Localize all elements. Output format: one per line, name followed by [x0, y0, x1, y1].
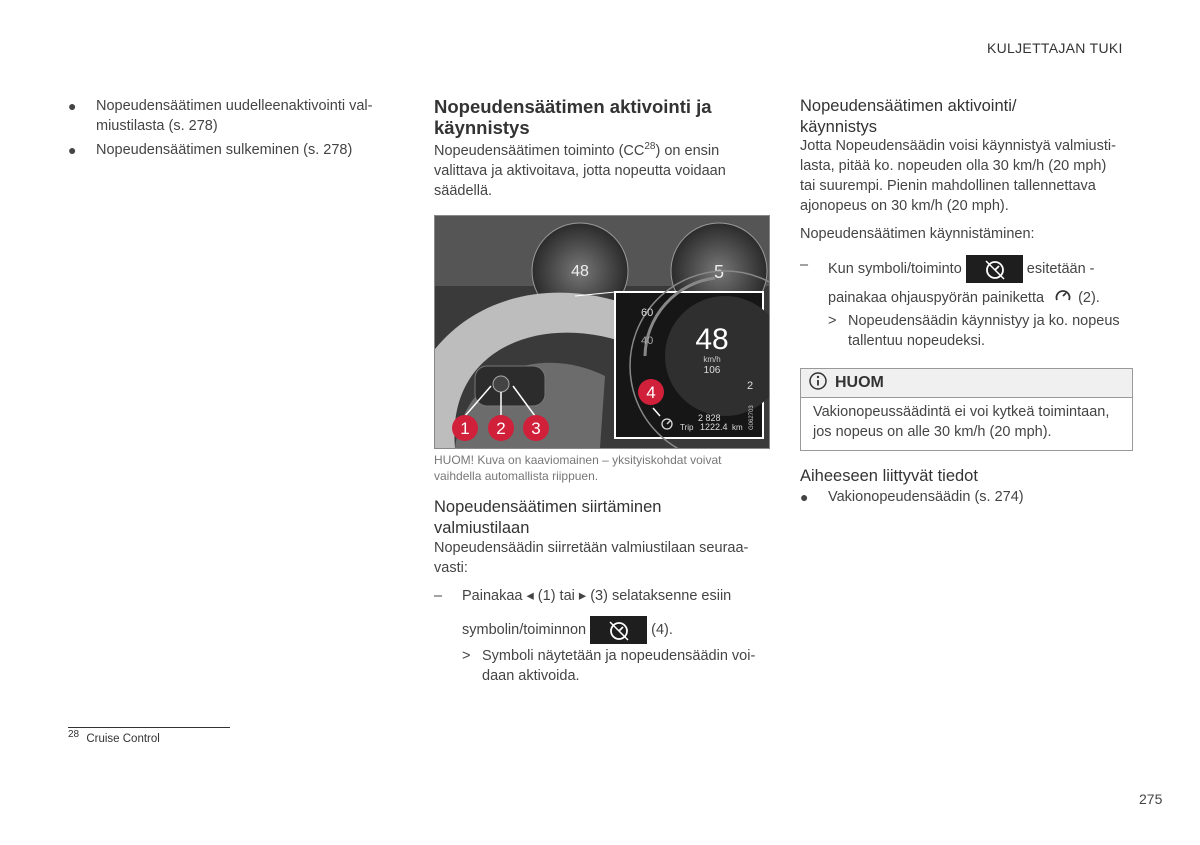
zoom-speed-value: 48	[695, 323, 729, 356]
odometer: 2 828	[698, 413, 721, 423]
list-item	[68, 140, 388, 160]
step-text: painakaa ohjauspyörän painiketta	[828, 290, 1045, 306]
note-body	[801, 398, 1132, 446]
heading-line: valmiustilaan	[434, 519, 530, 537]
trip-label: Trip	[680, 423, 694, 432]
paragraph-line: Jotta Nopeudensäädin voisi käynnistyä valmiusti-	[800, 138, 1116, 154]
subsection-heading	[434, 497, 661, 539]
footnote-text: Cruise Control	[86, 733, 160, 745]
speed-unit: km/h	[703, 355, 721, 364]
dash-marker: –	[434, 588, 443, 604]
result-marker: >	[828, 313, 837, 329]
activation-paragraph	[800, 136, 1135, 216]
intro-text: ) on ensin	[655, 143, 720, 159]
standby-paragraph	[434, 538, 764, 578]
note-box	[800, 368, 1133, 451]
callout-3: 3	[531, 419, 541, 438]
bullet-icon: ●	[68, 142, 77, 158]
figure-code: G062703	[749, 405, 755, 430]
note-line: jos nopeus on alle 30 km/h (20 mph).	[813, 424, 1052, 440]
list-item	[800, 487, 1024, 507]
step-text: Kun symboli/toiminto	[828, 261, 962, 277]
paragraph-line: tai suurempi. Pienin mahdollinen tallennettava	[800, 178, 1096, 194]
section-heading	[800, 96, 1016, 138]
cruise-control-symbol-icon	[590, 616, 647, 644]
intro-text: säädellä.	[434, 183, 493, 199]
result-marker: >	[462, 648, 471, 664]
running-header: KULJETTAJAN TUKI	[987, 40, 1123, 56]
result-text: Nopeudensäädin käynnistyy ja ko. nopeus	[848, 313, 1120, 329]
bullet-text[interactable]: miustilasta (s. 278)	[96, 118, 218, 134]
caption-line: HUOM! Kuva on kaaviomainen – yksityiskohdat voivat	[434, 453, 722, 467]
footnote-number: 28	[68, 729, 80, 741]
callout-1: 1	[460, 419, 470, 438]
heading-line: Nopeudensäätimen aktivointi ja	[434, 96, 712, 117]
page-number: 275	[1139, 791, 1163, 807]
caption-line: vaihdella automallista riippuen.	[434, 469, 599, 483]
standby-step	[434, 586, 774, 686]
svg-text:2: 2	[747, 380, 754, 392]
note-title: HUOM	[835, 374, 884, 391]
paragraph-line: ajonopeus on 30 km/h (20 mph).	[800, 198, 1009, 214]
intro-paragraph	[434, 141, 764, 201]
bullet-icon: ●	[800, 489, 809, 505]
footnote-ref: 28	[644, 141, 656, 153]
gear-indicator: 5	[713, 262, 725, 282]
intro-text: valittava ja aktivoitava, jotta nopeutta voidaan	[434, 163, 726, 179]
col1-bullets	[68, 96, 388, 160]
dashboard-illustration	[434, 215, 770, 449]
steering-button-icon	[1054, 287, 1072, 309]
list-item	[68, 96, 388, 136]
figure-caption	[434, 452, 721, 484]
result-text: Symboli näytetään ja nopeudensäädin voi-	[482, 648, 756, 664]
heading-line: Nopeudensäätimen siirtäminen	[434, 498, 662, 516]
step-text: symbolin/toiminnon	[462, 622, 587, 638]
dash-marker: –	[800, 257, 809, 273]
scale-60: 60	[641, 307, 654, 319]
bg-speed-value: 48	[571, 263, 589, 280]
related-link[interactable]: Vakionopeudensäädin (s. 274)	[828, 489, 1024, 505]
dashboard-svg	[435, 216, 769, 448]
sub-value: 106	[703, 365, 721, 376]
note-line: Vakionopeussäädintä ei voi kytkeä toimintaan,	[813, 404, 1110, 420]
footnote-divider	[68, 727, 230, 728]
bullet-text: Nopeudensäätimen uudelleenaktivointi val-	[96, 98, 373, 114]
heading-line: Nopeudensäätimen aktivointi/	[800, 97, 1017, 115]
result-text: tallentuu nopeudeksi.	[848, 333, 986, 349]
cruise-control-symbol-icon	[966, 255, 1023, 283]
trip-value: 1222.4	[700, 422, 728, 432]
scale-40: 40	[641, 335, 654, 347]
start-step	[800, 255, 1140, 351]
section-heading	[434, 96, 712, 138]
callout-4: 4	[646, 383, 656, 402]
heading-line: käynnistys	[434, 117, 530, 138]
step-text: (4).	[651, 622, 673, 638]
bullet-icon: ●	[68, 98, 77, 114]
heading-line: käynnistys	[800, 118, 878, 136]
bullet-text[interactable]: Nopeudensäätimen sulkeminen (s. 278)	[96, 142, 353, 158]
step-text: esitetään -	[1026, 261, 1095, 277]
callout-2: 2	[496, 419, 506, 438]
step-text: (2).	[1078, 290, 1100, 306]
start-label: Nopeudensäätimen käynnistäminen:	[800, 226, 1035, 242]
footnote	[68, 729, 160, 745]
step-text: Painakaa ◂ (1) tai ▸ (3) selataksenne esiin	[462, 588, 732, 604]
note-header	[801, 369, 1132, 398]
related-heading: Aiheeseen liittyvät tiedot	[800, 467, 978, 485]
trip-unit: km	[732, 423, 743, 432]
info-icon	[809, 372, 827, 395]
paragraph-line: Nopeudensäädin siirretään valmiustilaan seuraa-	[434, 540, 749, 556]
result-text: daan aktivoida.	[482, 668, 580, 684]
paragraph-line: lasta, pitää ko. nopeuden olla 30 km/h (20 mph)	[800, 158, 1107, 174]
intro-text: Nopeudensäätimen toiminto (CC	[434, 143, 645, 159]
paragraph-line: vasti:	[434, 560, 468, 576]
